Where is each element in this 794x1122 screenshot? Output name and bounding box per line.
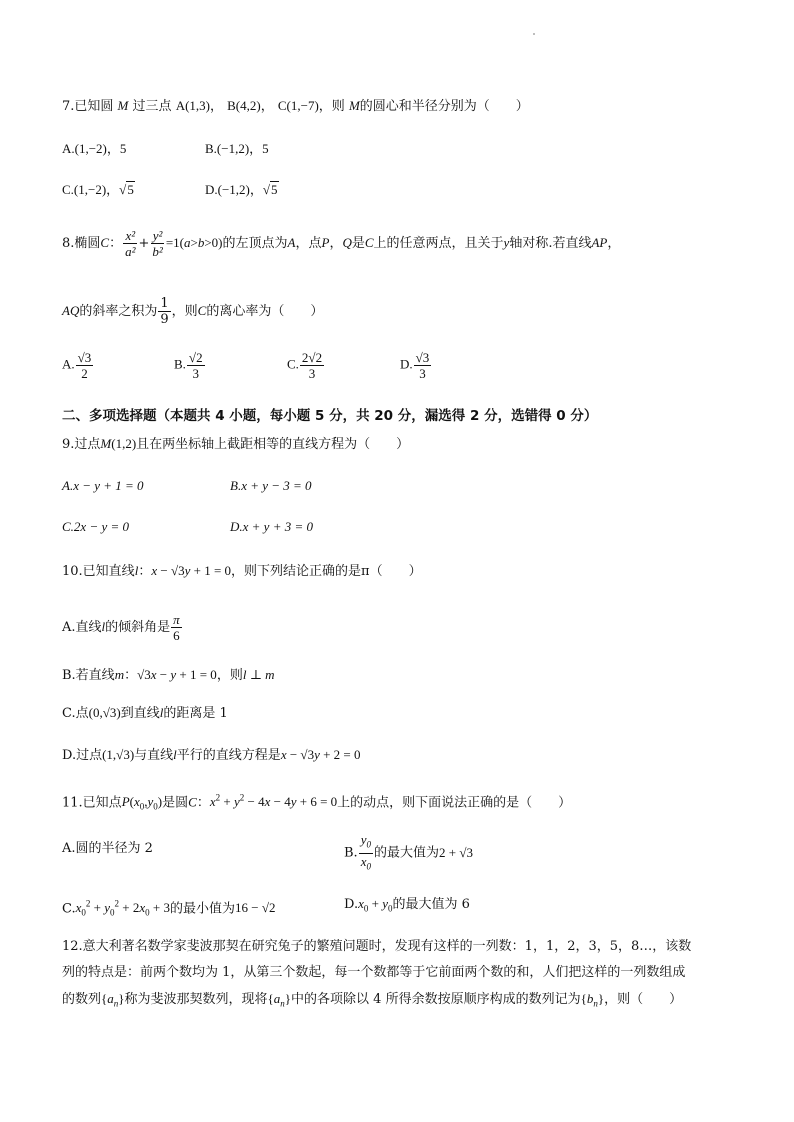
q11-option-d-post: 的最大值为 6 bbox=[392, 897, 470, 912]
q9-option-b[interactable]: B.x + y − 3 = 0 bbox=[230, 478, 312, 493]
q10-option-b[interactable]: B.若直线m：√3x − y + 1 = 0，则l ⊥ m bbox=[62, 667, 275, 683]
q7-stem-post: ，则 bbox=[318, 99, 345, 114]
q11-option-d[interactable]: $D.x_0 + y_0$的最大值为 6 bbox=[344, 896, 470, 914]
q9-stem-post: 且在两坐标轴上截距相等的直线方程为（ ） bbox=[136, 437, 410, 452]
q10-stem-pre: 10.已知直线 bbox=[62, 564, 135, 579]
fraction-x2-a2: $\frac{\text{x²}}{\text{a²}}$ bbox=[125, 228, 136, 259]
q8-stem-mid: ，点 bbox=[295, 236, 322, 251]
q7-option-d[interactable] bbox=[205, 181, 279, 199]
q7-stem-mid: 过三点 bbox=[132, 99, 172, 114]
stray-dot bbox=[533, 33, 535, 35]
q8-option-c-label: C. bbox=[287, 356, 299, 372]
fraction-y2-b2: $\frac{\text{y²}}{\text{b²}}$ bbox=[152, 228, 163, 259]
q7-option-d-radicand: 5 bbox=[271, 182, 278, 197]
q8-option-b-label: B. bbox=[174, 356, 186, 372]
q8-stem-line2: AQ的斜率之积为 $\frac{1}{9}$ ，则C的离心率为（ ） bbox=[62, 296, 324, 327]
q9-stem-pre: 9.过点 bbox=[62, 437, 101, 452]
q8-line2-pre: 的斜率之积为 bbox=[79, 304, 158, 319]
q8-option-d-label: D. bbox=[400, 356, 413, 372]
fraction-one-ninth bbox=[158, 296, 170, 327]
q10-option-b-pre: B.若直线 bbox=[62, 668, 115, 683]
q8-stem-mid3: 上的任意两点，且关于 bbox=[373, 236, 504, 251]
q12-line-3: 的数列$\{a_n\}$称为斐波那契数列，现将$\{a_n\}$中的各项除以 4 所得余数按原顺序构成的数列记为$\{b_n\}$，则（ ） bbox=[62, 991, 683, 1009]
q12-line3-mid2: 中的各项除以 4 所得余数按原顺序构成的数列记为 bbox=[291, 992, 581, 1007]
q12-line3-mid: 称为斐波那契数列，现将 bbox=[124, 992, 268, 1007]
q7-stem-pre: 7.已知圆 bbox=[62, 99, 114, 114]
q8-option-b[interactable] bbox=[174, 350, 206, 381]
q10-option-d-end: 平行的直线方程是 bbox=[176, 748, 281, 763]
q8-option-a-label: A. bbox=[62, 356, 75, 372]
q10-option-d-post: 与直线 bbox=[134, 748, 174, 763]
q8-line2-post: ，则 bbox=[171, 304, 198, 319]
q8-option-c[interactable] bbox=[287, 350, 325, 381]
q7-option-c-radicand: 5 bbox=[127, 182, 134, 197]
q11-option-c-post: 的最小值为 bbox=[170, 901, 236, 917]
fraction-2sqrt2-3: $\frac{2√2}{3}$ bbox=[301, 350, 323, 381]
q11-option-c[interactable]: $C.x_0^2 + y_0^2 + 2x_0 + 3$的最小值为16 − √2 bbox=[62, 899, 276, 918]
q11-stem-end: 上的动点，则下面说法正确的是（ ） bbox=[337, 795, 572, 811]
q9-stem: 9.过点M(1,2)且在两坐标轴上截距相等的直线方程为（ ） bbox=[62, 436, 410, 452]
q8-option-d[interactable] bbox=[400, 350, 432, 381]
q10-option-a-pre: A.直线 bbox=[62, 620, 102, 635]
q8-option-a[interactable] bbox=[62, 350, 94, 381]
q8-frac-num: 1 bbox=[160, 296, 169, 311]
q10-option-b-post: ，则 bbox=[216, 668, 243, 683]
fraction-sqrt3-2: $\frac{√3}{2}$ bbox=[77, 350, 92, 381]
q10-option-c-post: 到直线 bbox=[120, 706, 160, 721]
sqrt-symbol: √5 bbox=[262, 182, 278, 197]
q10-option-d-pre: D.过点 bbox=[62, 748, 103, 763]
q12-line3-end: ，则（ ） bbox=[604, 992, 683, 1007]
q7-point-b: B(4,2) bbox=[227, 98, 261, 113]
q10-option-c-pre: C.点 bbox=[62, 706, 89, 721]
q8-stem-pre: 8.椭圆 bbox=[62, 236, 101, 251]
q8-frac-den: 9 bbox=[160, 312, 169, 327]
fraction-pi-6: $\frac{\pi}{6}$ bbox=[173, 612, 180, 643]
q7-option-c[interactable] bbox=[62, 181, 135, 199]
q9-option-c[interactable]: C.2x − y = 0 bbox=[62, 519, 130, 534]
q10-stem-post: ，则下列结论正确的是π（ ） bbox=[231, 564, 422, 579]
q12-line-2: 列的特点是：前两个数均为 1，从第三个数起，每一个数都等于它前面两个数的和，人们把这样的一列数组成 bbox=[62, 965, 686, 980]
fraction-sqrt2-3: $\frac{√2}{3}$ bbox=[188, 350, 203, 381]
fraction-sqrt3-3: $\frac{√3}{3}$ bbox=[415, 350, 430, 381]
q7-option-c-text: C.(1,−2)， bbox=[62, 182, 120, 197]
q8-stem-mid2: 是 bbox=[351, 236, 365, 251]
q8-stem: 8.椭圆C： $\frac{\text{x²}}{\text{a²}}$ + $\frac{\text{y²}}{\text{b²}}$ =1(a>b>0)的左顶点为A，点P，Q是C上的任意两点，且关于y轴对称.若直线AP， bbox=[62, 228, 621, 259]
q11-option-b-post: 的最大值为 bbox=[373, 845, 439, 861]
q9-option-a[interactable]: A.x − y + 1 = 0 bbox=[62, 478, 144, 493]
circle-m: M bbox=[117, 98, 129, 113]
q10-stem: 10.已知直线l：x − √3y + 1 = 0，则下列结论正确的是π（ ） bbox=[62, 563, 422, 579]
circle-m-2: M bbox=[348, 98, 360, 113]
q11-option-b[interactable]: B. $\frac{y_0}{x_0}$ 的最大值为2 + √3 bbox=[344, 832, 473, 874]
q10-option-d[interactable]: D.过点(1,√3)与直线l平行的直线方程是x − √3y + 2 = 0 bbox=[62, 747, 361, 763]
q11-stem-pre: 11.已知点 bbox=[62, 795, 122, 811]
section-heading-multiple-choice: 二、多项选择题（本题共 4 小题，每小题 5 分，共 20 分，漏选得 2 分，选错得 0 分） bbox=[62, 408, 598, 424]
sqrt-symbol: √5 bbox=[119, 182, 134, 197]
q11-stem: 11.已知点$P(x_0,y_0)$是圆C：$x^2 + y^2 - 4x - 4y + 6 = 0$上的动点，则下面说法正确的是（ ） bbox=[62, 793, 572, 812]
fraction-y0-x0: $\frac{y_0}{x_0}$ bbox=[360, 832, 371, 872]
q8-stem-mid4: 轴对称.若直线 bbox=[509, 236, 592, 251]
q10-option-a-post: 的倾斜角是 bbox=[105, 620, 171, 635]
q7-option-b[interactable]: B.(−1,2)，5 bbox=[205, 141, 269, 156]
q10-option-c-end: 的距离是 1 bbox=[163, 706, 228, 721]
q8-stem-post: 的左顶点为 bbox=[222, 236, 288, 251]
q7-option-d-text: D.(−1,2)， bbox=[205, 182, 263, 197]
q10-option-a[interactable]: A.直线l的倾斜角是 $\frac{\pi}{6}$ bbox=[62, 612, 180, 643]
q11-option-a[interactable]: A.圆的半径为 2 bbox=[62, 841, 153, 856]
q7-stem-end: 的圆心和半径分别为（ ） bbox=[359, 99, 529, 114]
q12-line-1: 12.意大利著名数学家斐波那契在研究兔子的繁殖问题时，发现有这样的一列数：1，1，2，3，5，8…，该数 bbox=[62, 939, 692, 954]
q8-line2-end: 的离心率为（ ） bbox=[206, 304, 324, 319]
q11-stem-post: 是圆 bbox=[162, 795, 189, 811]
q9-option-d[interactable]: D.x + y + 3 = 0 bbox=[230, 519, 313, 534]
q7-point-a: A(1,3) bbox=[175, 98, 210, 113]
q10-option-c[interactable]: C.点(0,√3)到直线l的距离是 1 bbox=[62, 705, 228, 721]
q7-stem: 7.已知圆 M 过三点 A(1,3)， B(4,2)， C(1,−7)，则 M的圆心和半径分别为（ ） bbox=[62, 98, 529, 114]
q12-line3-pre: 的数列 bbox=[62, 992, 102, 1007]
q7-point-c: C(1,−7) bbox=[277, 98, 319, 113]
q7-option-a[interactable]: A.(1,−2)，5 bbox=[62, 141, 127, 156]
